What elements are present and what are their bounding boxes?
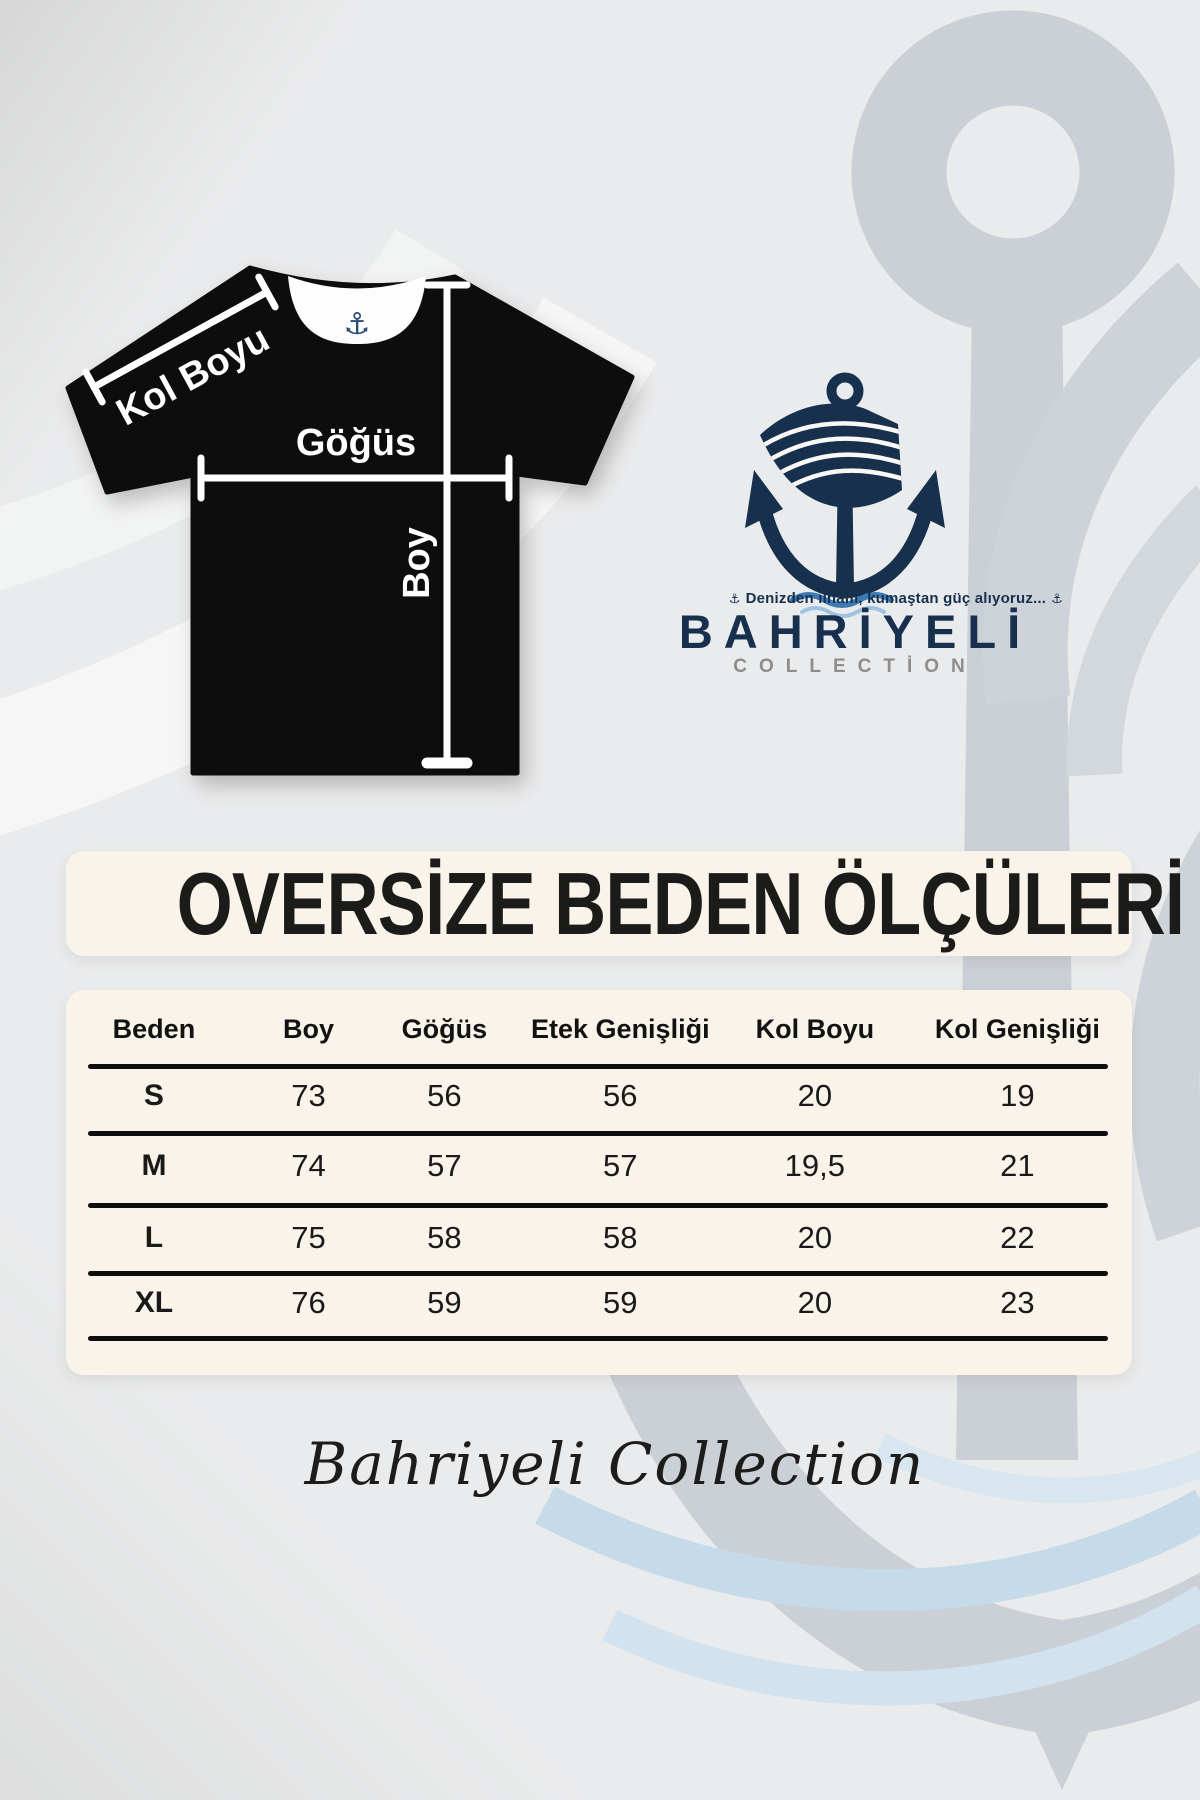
column-header: Göğüs [401, 1014, 488, 1044]
table-divider [88, 1064, 1108, 1069]
value-cell: 57 [603, 1148, 638, 1183]
brand-tagline-text: Denizden ilham, kumaştan güç alıyoruz... [745, 590, 1047, 607]
table-divider [88, 1131, 1108, 1136]
table-divider [88, 1271, 1108, 1276]
anchor-icon: ⚓ [1051, 592, 1063, 607]
value-cell: 22 [1000, 1220, 1035, 1255]
value-cell: 20 [797, 1078, 833, 1113]
value-cell: 75 [291, 1220, 326, 1255]
table-divider [88, 1336, 1108, 1341]
column-header: Beden [112, 1014, 196, 1044]
column-header: Kol Genişliği [934, 1014, 1100, 1044]
table-row [66, 1144, 1132, 1188]
value-cell: 59 [427, 1285, 462, 1320]
size-cell: M [141, 1149, 167, 1182]
value-cell: 73 [291, 1078, 326, 1113]
value-cell: 76 [291, 1285, 326, 1320]
brand-anchor-logo [745, 378, 945, 617]
table-header-row [66, 1003, 1132, 1055]
column-header: Kol Boyu [755, 1014, 875, 1044]
size-cell: L [144, 1221, 164, 1254]
value-cell: 74 [291, 1148, 326, 1183]
value-cell: 58 [427, 1220, 462, 1255]
value-cell: 19,5 [784, 1148, 845, 1183]
page-title: OVERSİZE BEDEN ÖLÇÜLERİ [176, 854, 1185, 953]
watermark-ring [899, 58, 1127, 286]
value-cell: 20 [797, 1220, 833, 1255]
table-divider [88, 1203, 1108, 1208]
value-cell: 19 [1000, 1078, 1035, 1113]
value-cell: 20 [797, 1285, 833, 1320]
value-cell: 57 [427, 1148, 462, 1183]
column-header: Boy [282, 1014, 334, 1044]
value-cell: 59 [603, 1285, 638, 1320]
value-cell: 58 [603, 1220, 638, 1255]
size-cell: S [143, 1079, 164, 1112]
size-table [66, 990, 1132, 1375]
brand-subtitle: COLLECTİON [733, 656, 977, 677]
value-cell: 23 [1000, 1285, 1035, 1320]
table-row [66, 1281, 1132, 1325]
column-header: Etek Genişliği [531, 1014, 710, 1044]
length-measure-label: Boy [396, 527, 438, 599]
sleeve-measure-label: Kol Boyu [109, 317, 277, 435]
value-cell: 21 [1000, 1148, 1035, 1183]
value-cell: 56 [427, 1078, 462, 1113]
collar-anchor-icon: ⚓ [343, 307, 371, 342]
value-cell: 56 [603, 1078, 638, 1113]
anchor-icon: ⚓ [728, 592, 741, 607]
brand-name: BAHRİYELİ [678, 605, 1032, 658]
title-banner [66, 851, 1185, 956]
table-row [66, 1216, 1132, 1260]
table-row [66, 1074, 1132, 1118]
size-cell: XL [134, 1286, 174, 1319]
chest-measure-label: Göğüs [295, 422, 417, 464]
brand-signature: Bahriyeli Collection [304, 1430, 926, 1498]
